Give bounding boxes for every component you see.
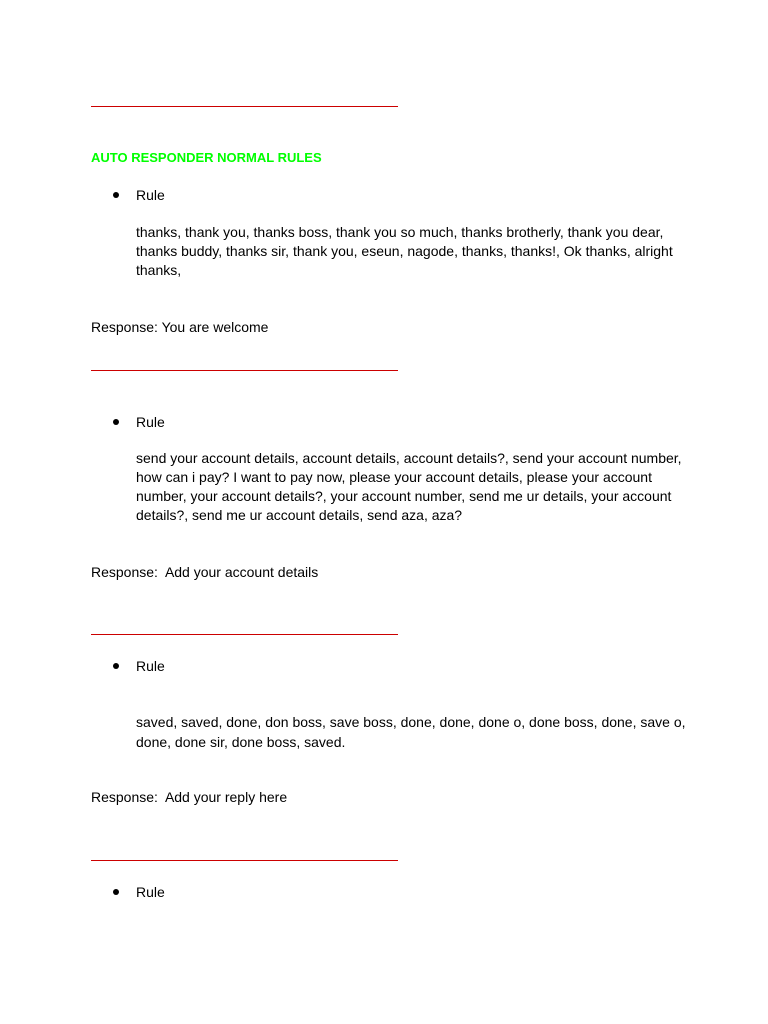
rule-label: Rule bbox=[136, 414, 165, 430]
divider-line bbox=[91, 860, 398, 861]
rule-keywords: thanks, thank you, thanks boss, thank you so much, thanks brotherly, thank you dear, thanks buddy, thanks sir, thank you, eseun, nagode, thanks, thanks!, Ok thanks, alright thanks, bbox=[136, 224, 673, 278]
section-heading: AUTO RESPONDER NORMAL RULES bbox=[91, 150, 322, 165]
rule-response: Response: Add your reply here bbox=[91, 789, 288, 805]
rule-keywords: saved, saved, done, don boss, save boss, done, done, done o, done boss, done, save o, done, done sir, done boss, saved. bbox=[136, 714, 686, 750]
rule-label: Rule bbox=[136, 884, 165, 900]
rule-keywords: send your account details, account details, account details?, send your account number, how can i pay? I want to pay now, please your account details, please your account number, your account details?, your account number, send me ur details, your account details?, send me ur account details, send aza, aza? bbox=[136, 450, 682, 523]
divider-line bbox=[91, 106, 398, 107]
bullet-icon bbox=[113, 419, 119, 425]
divider-line bbox=[91, 634, 398, 635]
bullet-icon bbox=[113, 192, 119, 198]
bullet-icon bbox=[113, 663, 119, 669]
rule-response: Response: You are welcome bbox=[91, 319, 269, 335]
divider-line bbox=[91, 370, 398, 371]
rule-response: Response: Add your account details bbox=[91, 564, 319, 580]
bullet-icon bbox=[113, 889, 119, 895]
rule-label: Rule bbox=[136, 658, 165, 674]
rule-label: Rule bbox=[136, 187, 165, 203]
